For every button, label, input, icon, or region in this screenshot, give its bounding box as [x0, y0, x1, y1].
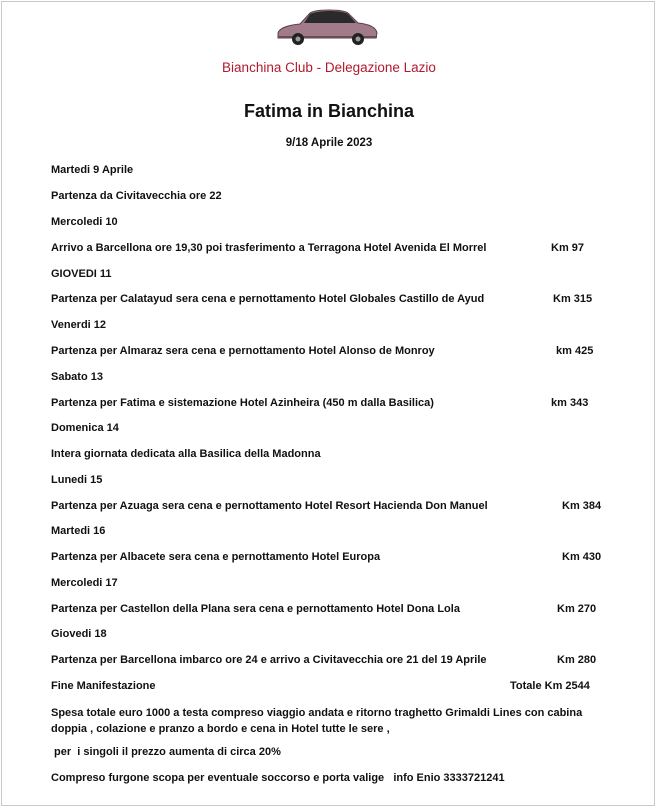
day-description: Partenza per Calatayud sera cena e pernottamento Hotel Globales Castillo de Ayud — [51, 293, 485, 305]
day-heading: Giovedi 18 — [51, 628, 107, 640]
day-heading: Venerdi 12 — [51, 319, 107, 331]
day-heading: Martedi 9 Aprile — [51, 164, 134, 176]
day-distance: Km 430 — [562, 551, 602, 563]
day-description: Intera giornata dedicata alla Basilica della Madonna — [51, 448, 321, 460]
day-distance: km 343 — [551, 397, 589, 409]
day-distance: Km 270 — [557, 603, 597, 615]
day-description: Partenza per Almaraz sera cena e pernottamento Hotel Alonso de Monroy — [51, 345, 435, 357]
day-description: Partenza per Fatima e sistemazione Hotel Azinheira (450 m dalla Basilica) — [51, 397, 434, 409]
day-description: Partenza da Civitavecchia ore 22 — [51, 190, 222, 202]
day-distance: Km 315 — [553, 293, 593, 305]
day-distance: Km 280 — [557, 654, 597, 666]
day-description: Partenza per Barcellona imbarco ore 24 e arrivo a Civitavecchia ore 21 del 19 Aprile — [51, 654, 487, 666]
day-description: Arrivo a Barcellona ore 19,30 poi trasferimento a Terragona Hotel Avenida El Morrel — [51, 242, 487, 254]
day-distance: Km 97 — [551, 242, 585, 254]
day-description: Partenza per Azuaga sera cena e pernottamento Hotel Resort Hacienda Don Manuel — [51, 500, 488, 512]
day-description: Partenza per Albacete sera cena e pernottamento Hotel Europa — [51, 551, 381, 563]
day-description: Partenza per Castellon della Plana sera cena e pernottamento Hotel Dona Lola — [51, 603, 460, 615]
total-distance: Totale Km 2544 — [510, 680, 590, 692]
end-label: Fine Manifestazione — [51, 680, 156, 692]
cost-note: Spesa totale euro 1000 a testa compreso viaggio andata e ritorno traghetto Grimaldi Lines con cabina doppia , colazione e pranzo a bordo e cena in Hotel tutte le sere , — [51, 707, 583, 735]
singles-note: per i singoli il prezzo aumenta di circa 20% — [51, 746, 281, 758]
bianchina-car-icon — [272, 3, 382, 47]
day-heading: Sabato 13 — [51, 371, 103, 383]
day-distance: Km 384 — [562, 500, 602, 512]
day-distance: km 425 — [556, 345, 594, 357]
day-heading: Lunedi 15 — [51, 474, 103, 486]
day-heading: Martedi 16 — [51, 525, 106, 537]
day-heading: Mercoledi 10 — [51, 216, 118, 228]
event-dates: 9/18 Aprile 2023 — [285, 137, 373, 149]
info-note: Compreso furgone scopa per eventuale soccorso e porta valige info Enio 3333721241 — [51, 772, 505, 784]
day-heading: Mercoledi 17 — [51, 577, 118, 589]
page-title: Fatima in Bianchina — [243, 101, 415, 121]
club-name: Bianchina Club - Delegazione Lazio — [222, 60, 436, 75]
day-heading: GIOVEDI 11 — [51, 268, 112, 280]
day-heading: Domenica 14 — [51, 422, 119, 434]
